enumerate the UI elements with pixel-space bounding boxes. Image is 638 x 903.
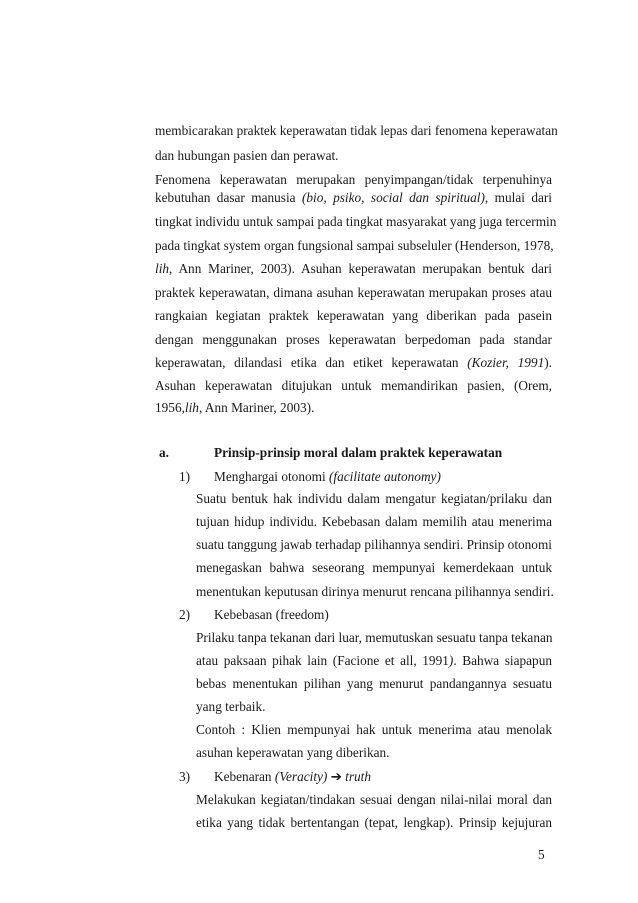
item-number: 1) (179, 469, 191, 484)
item-title: Kebenaran (Veracity) ➔ truth (214, 769, 372, 784)
item-title: Kebebasan (freedom) (214, 607, 329, 622)
body-line: membicarakan praktek keperawatan tidak lepas dari fenomena keperawatan (155, 123, 558, 138)
body-line: Asuhan keperawatan ditujukan untuk memandirikan pasien, (Orem, (155, 378, 552, 393)
page-number: 5 (538, 847, 545, 862)
body-line: keperawatan, dilandasi etika dan etiket keperawatan (Kozier, 1991). (155, 355, 552, 370)
body-line: dengan menggunakan proses keperawatan berpedoman pada standar (155, 332, 552, 347)
item-title: Menghargai otonomi (facilitate autonomy) (214, 469, 441, 484)
section-heading: Prinsip-prinsip moral dalam praktek keperawatan (214, 445, 503, 460)
body-line: Prilaku tanpa tekanan dari luar, memutuskan sesuatu tanpa tekanan (196, 630, 553, 645)
body-line: menentukan keputusan dirinya menurut rencana pilihannya sendiri. (196, 584, 554, 599)
body-line: Contoh : Klien mempunyai hak untuk menerima atau menolak (196, 722, 552, 737)
body-line: kebutuhan dasar manusia (bio, psiko, social dan spiritual), mulai dari (155, 190, 553, 205)
body-line: suatu tanggung jawab terhadap pilihannya sendiri. Prinsip otonomi (196, 537, 552, 552)
body-line: Fenomena keperawatan merupakan penyimpangan/tidak terpenuhinya (155, 172, 552, 187)
body-line: asuhan keperawatan yang diberikan. (196, 745, 390, 760)
body-line: pada tingkat system organ fungsional sampai subseluler (Henderson, 1978, (155, 238, 554, 253)
body-line: bebas menentukan pilihan yang menurut pandangannya sesuatu (196, 676, 552, 691)
body-line: tingkat individu untuk sampai pada tingkat masyarakat yang juga tercermin (155, 214, 557, 229)
body-line: atau paksaan pihak lain (Facione et all, 1991). Bahwa siapapun (196, 653, 552, 668)
body-line: praktek keperawatan, dimana asuhan keperawatan merupakan proses atau (155, 285, 552, 300)
body-line: 1956,lih, Ann Mariner, 2003). (155, 400, 315, 415)
item-number: 3) (179, 769, 191, 784)
body-line: Melakukan kegiatan/tindakan sesuai dengan nilai-nilai moral dan (196, 792, 552, 807)
item-number: 2) (179, 607, 191, 622)
body-line: Suatu bentuk hak individu dalam mengatur kegiatan/prilaku dan (196, 491, 552, 506)
body-line: rangkaian kegiatan praktek keperawatan yang diberikan pada pasein (155, 308, 552, 323)
body-line: tujuan hidup individu. Kebebasan dalam memilih atau menerima (196, 514, 552, 529)
body-line: dan hubungan pasien dan perawat. (155, 148, 339, 163)
arrow-right-icon: ➔ (330, 769, 342, 784)
body-line: lih, Ann Mariner, 2003). Asuhan keperawatan merupakan bentuk dari (155, 261, 552, 276)
section-marker: a. (159, 445, 169, 460)
body-line: menegaskan bahwa seseorang mempunyai kemerdekaan untuk (196, 560, 552, 575)
body-line: etika yang tidak bertentangan (tepat, lengkap). Prinsip kejujuran (196, 815, 552, 830)
body-line: yang terbaik. (196, 699, 266, 714)
